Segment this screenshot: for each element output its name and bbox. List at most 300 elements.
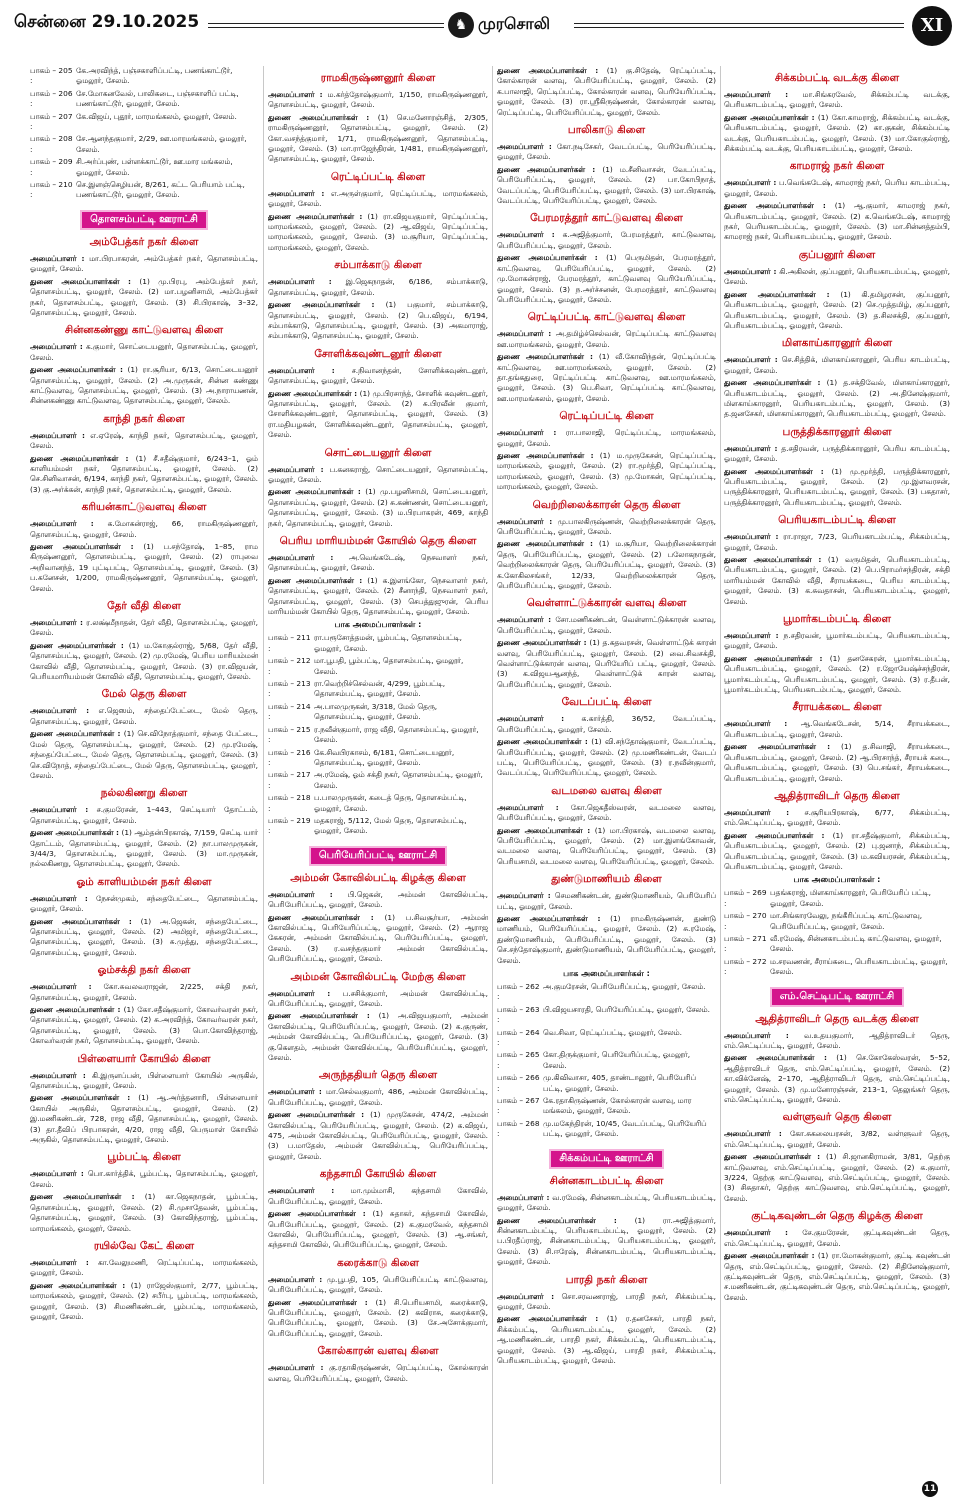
booth-entry — [268, 816, 488, 837]
organiser-label: அமைப்பாளர் : — [268, 1363, 324, 1373]
organiser-label: அமைப்பாளர் : — [268, 365, 335, 375]
deputy-names: (1) ப.சந்தோஷ், 1–85, ராம கிருஷ்ணனூர், தொளசம்பட்டி, ஓமலூர், சேலம். (2) ராபுவை அறிவானந்த், 19 புட்டிபட்டி, தொளசம்பட்டி, ஓமலூர், சேலம். (3) ப.கனேசன், 1/200, ராமகிருஷ்ணனூர், தொளசம்பட்டி, ஓமலூர், சேலம். — [30, 542, 258, 593]
organiser-name: அ.வெங்கடேஷ், நெசவாளர் நகர், தொளசம்பட்டி, ஓமலூர், சேலம். — [268, 553, 488, 573]
branch-section — [724, 790, 950, 872]
branch-title: சோளிக்கவுண்டனூர் கிளை — [314, 347, 442, 360]
deputy-label: துணை அமைப்பாளர்கள் : — [268, 1297, 368, 1307]
panchayat-banner — [497, 1146, 716, 1169]
branch-title: சின்னகாடம்பட்டி கிளை — [549, 1174, 664, 1187]
branch-section — [497, 410, 716, 492]
booth-entry — [497, 1073, 716, 1094]
deputy-label: துணை அமைப்பாளர்கள் : — [497, 450, 594, 460]
organiser-label: அமைப்பாளர் : — [268, 1087, 322, 1097]
deputy-label: துணை அமைப்பாளர்கள் : — [724, 830, 825, 840]
deputy-label: துணை அமைப்பாளர்கள் : — [30, 916, 132, 926]
organiser-entry — [268, 1275, 488, 1296]
branch-title: கரியன்காட்டுவளவு கிளை — [81, 501, 207, 514]
deputy-list — [724, 378, 950, 420]
organiser-entry — [268, 989, 488, 1010]
branch-section — [497, 311, 716, 404]
booth-entry — [30, 112, 258, 133]
organiser-label: அமைப்பாளர் : — [268, 90, 323, 99]
organiser-label: அமைப்பாளர் : — [724, 355, 778, 365]
branch-title: வள்ளுவர் தெரு கிளை — [782, 1111, 892, 1124]
branch-title: ரெட்டிப்பட்டி காட்டுவளவு கிளை — [527, 311, 686, 324]
organiser-entry — [497, 428, 716, 449]
organiser-name: கு.ரதாகிருஷ்ணன், ரெட்டிப்பட்டி, கோல்காரன் வளவு, பெரியேரிப்பட்டி, ஓமலூர், சேலம். — [268, 1363, 488, 1383]
booth-organiser: செ.இளஞ்செழியன், 8/261, கட்ட பெரியாம் பட்டி, பணங்காட்டூர், ஓமலூர், சேலம். — [76, 180, 245, 200]
booth-number: பாகம் – 269 : — [724, 888, 767, 908]
deputy-names: (1) சுதாகர், கந்தசாமி கோவில், பெரியேரிப்பட்டி, ஓமலூர், சேலம். (2) க.குமரவேல், கந்தசாமி கோவில், பெரியேரிப்பட்டி, ஓமலூர், சேலம். (3) ஆ.சங்கர், கந்தசாமி கோவில், பெரியேரிப்பட்டி, ஓமலூர், சேலம். — [268, 1209, 488, 1250]
deputy-names: (1) செ.மனோரஞ்சித், 2/305, ராமகிருஷ்ணனூர், தொளசம்பட்டி, ஓமலூர், சேலம். (2) கோ.வசந்த்குமார், 1/71, ராமகிருஷ்ணனூர், தொளசம்பட்டி, ஓமலூர், சேலம். (3) மா.ராஜேந்திரன், 1/481, ராமகிருஷ்ணனூர், தொளசம்பட்டி, ஓமலூர், சேலம். — [268, 112, 488, 164]
branch-section — [724, 1013, 950, 1106]
branch-section — [30, 787, 258, 869]
organiser-name: ஆ.வெங்கடேசன், 5/14, சீராயக்கடை, பெரியகாடம்பட்டி, ஓமலூர், சேலம். — [724, 719, 950, 739]
booth-organiser: அ.ரமேஷ், ஓம் சக்தி நகர், தொளசம்பட்டி, ஓமலூர், சேலம். — [314, 770, 483, 790]
booth-number: பாகம் – 219 : — [268, 815, 311, 836]
deputy-names: (1) ராமகிருஷ்ணன், துண்டு மாணியம், பெரியேரிப்பட்டி, ஓமலூர், சேலம். (2) சு.ரமேஷ், துண்டுமாணியம், பெரியேரிப்பட்டி, ஓமலூர், சேலம். (3) செ.சந்தோஷ்குமார், துண்டுமாணியம், பெரியேரிப்பட்டி, ஓமலூர், சேலம். — [497, 913, 716, 965]
organiser-entry — [268, 189, 488, 210]
booth-organiser: வெ.சிவா, ரெட்டிப்பட்டி, ஓமலூர், சேலம். — [543, 1027, 682, 1037]
deputy-names: (1) வி.சந்தோஷ்குமார், வேடப்பட்டி, பெரியேரிப்பட்டி, ஓமலூர், சேலம். (2) மு.மணிகண்டன், வேடப் பட்டி, பெரியேரிப்பட்டி, ஓமலூர், சேலம். (3) ர.நவீன்குமார், வேடப்பட்டி, பெரியேரிப்பட்டி, ஓமலூர், சேலம். — [497, 737, 716, 778]
branch-section — [724, 613, 950, 695]
branch-title: வேடப்பட்டி கிளை — [561, 696, 652, 709]
organiser-label: அமைப்பாளர் : — [724, 1228, 789, 1238]
organiser-entry — [268, 1186, 488, 1207]
booth-organiser: கே.சிவபிரகாசம், 6/181, சொட்டையனூர், தொளசம்பட்டி, ஓமலூர், சேலம். — [314, 747, 455, 767]
booth-organiser: மு.கிவிவாசா, 405, தாண்டானூர், பெரியேரிப் பட்டி, ஓமலூர், சேலம். — [543, 1073, 696, 1093]
panchayat-banner — [268, 843, 488, 866]
deputy-names: (1) கா.ஜெகநாதன், பூம்பட்டி, தொளசம்பட்டி, ஓமலூர், சேலம். (2) சி.முசாதேவன், பூம்பட்டி, தொளசம்பட்டி, ஓமலூர், சேலம். (3) கோவிந்தராஜ், பூம்பட்டி, மாரமங்கலம், ஓமலூர், சேலம். — [30, 1192, 258, 1233]
deputy-names: (1) ஆ.அர்த்தனாரி, பிள்ளையார் கோயில் அருகில், தொளசம்பட்டி, ஓமலூர், சேலம். (2) இ.மணிகண்டன், 728, ராஜ வீதி, தொளசம்பட்டி, ஓமலூர், சேலம். (3) தா.தீவிப் பிரபாகரன், 4/20, ராஜ வீதி, பெருமாள் கோயில் அருகில், தொளசம்பட்டி, ஓமலூர், சேலம். — [30, 1093, 258, 1145]
deputy-list — [268, 1110, 488, 1162]
deputy-list — [30, 365, 258, 407]
booth-organiser: மு.மகேந்திரன், 10/45, வேடப்பட்டி, பெரியேரிப் பட்டி, ஓமலூர், சேலம். — [543, 1118, 707, 1139]
booth-entry — [497, 1050, 716, 1071]
branch-title: காமராஜ் நகர் கிளை — [789, 160, 885, 173]
branch-section — [30, 1240, 258, 1322]
organiser-entry — [30, 254, 258, 275]
branch-title: கோல்காரன் வளவு கிளை — [317, 1345, 439, 1358]
organiser-name: கோ.சுகலையரசன், 3/82, வள்ளுவர் தெரு, எம்.செட்டிப்பட்டி, ஓமலூர், சேலம். — [724, 1129, 950, 1149]
organiser-entry — [268, 90, 488, 111]
deputy-label: துணை அமைப்பாளர்கள் : — [497, 253, 598, 263]
column-4 — [724, 66, 950, 1484]
deputy-label: துணை அமைப்பாளர்கள் : — [497, 164, 596, 174]
organiser-name: மா.மும்மாசி, கந்தசாமி கோவில், பெரியேரிப்பட்டி, ஓமலூர், சேலம். — [268, 1186, 488, 1206]
organiser-label: அமைப்பாளர் : — [268, 1274, 323, 1284]
masthead-rule-left — [208, 23, 444, 28]
booth-number: பாகம் – 206 : — [30, 88, 73, 109]
organiser-label: அமைப்பாளர் : — [268, 553, 334, 562]
branch-title: குட்டிகவுண்டன் தெரு கிழக்கு கிளை — [751, 1210, 923, 1223]
deputy-label: துணை அமைப்பாளர்கள் : — [30, 1280, 126, 1290]
booth-entry — [497, 1005, 716, 1026]
deputy-label: துணை அமைப்பாளர்கள் : — [268, 1011, 370, 1021]
column-divider — [720, 66, 721, 1484]
deputy-names: (1) முருகேசன், 474/2, அம்மன் கோவில்பட்டி, பெரியேரிப்பட்டி, ஓமலூர், சேலம். (2) க.விஜய், 475, அம்மன் கோவில்பட்டி, பெரியேரிப்பட்டி, ஓமலூர், சேலம். (3) ப.மாதேஸ், அம்மன் கோவில்பட்டி, பெரியேரிப்பட்டி, ஓமலூர், சேலம். — [268, 1110, 488, 1161]
branch-title: வெள்ளாட்டுக்காரன் வளவு கிளை — [526, 597, 687, 610]
booth-entry — [268, 702, 488, 723]
booth-organiser: அ.குமரேசன், பெரியேரிப்பட்டி, ஓமலூர், சேலம். — [543, 982, 706, 991]
booth-entry — [268, 748, 488, 769]
booth-entry — [268, 725, 488, 746]
booth-entry — [268, 770, 488, 791]
booth-organiser: கே.அரவிந்த், பஞ்சகாளிப்பட்டி, பணங்காட்டூர், ஓமலூர், சேலம். — [76, 66, 233, 86]
deputy-names: (1) மு.பழனிசாமி, சொட்டையனூர், தொளசம்பட்டி, ஓமலூர், சேலம். (2) சு.கண்ணன், சொட்டையனூர், தொளசம்பட்டி, ஓமலூர், சேலம். (3) ம.பிரபாகரன், 469, காந்தி நகர், தொளசம்பட்டி, ஓமலூர், சேலம். — [268, 487, 488, 528]
deputy-names: (1) ப.சிவசூர்யா, அம்மன் கோவில்பட்டி, பெரியேரிப்பட்டி, ஓமலூர், சேலம். (2) ஆராஜ கேசுரன், அம்மன் கோவில்பட்டி, பெரியேரிப்பட்டி, ஓமலூர், சேலம். (3) ர.வசந்தகுமார் அம்மன் கோவில்பட்டி, பெரியேரிப்பட்டி, ஓமலூர், சேலம். — [268, 912, 488, 964]
deputy-label: துணை அமைப்பாளர்கள் : — [724, 201, 826, 211]
deputy-label: துணை அமைப்பாளர்கள் : — [497, 638, 587, 648]
deputy-label: துணை அமைப்பாளர்கள் : — [30, 1093, 131, 1103]
branch-section — [724, 72, 950, 154]
organiser-label: அமைப்பாளர் : — [30, 519, 94, 529]
branch-section — [497, 499, 716, 592]
deputy-label: துணை அமைப்பாளர்கள் : — [268, 211, 363, 221]
booth-number: பாகம் – 218 : — [268, 793, 311, 813]
organiser-entry — [497, 714, 716, 735]
organiser-entry — [724, 1228, 950, 1249]
organiser-name: க.கார்த்தி, 36/52, வேடப்பட்டி, பெரியேரிப்பட்டி, ஓமலூர், சேலம். — [497, 714, 716, 734]
organiser-name: எ.அருள்குமார், ரெட்டிப்பட்டி, மாரமங்கலம், ஓமலூர், சேலம். — [268, 188, 488, 209]
organiser-entry — [30, 519, 258, 540]
organiser-label: அமைப்பாளர் : — [30, 1257, 89, 1267]
organiser-name: செ.சித்திக், மிளகாய்காரனூர், பெரிய காடம்பட்டி, ஓமலூர், சேலம். — [724, 355, 950, 375]
deputy-names: (1) அ.விஜயகுமார், அம்மன் கோவில்பட்டி, பெரியேரிப்பட்டி, ஓமலூர், சேலம். (2) க.குருண், அம்மன் கோவில்பட்டி, பெரியேரிப்பட்டி, ஓமலூர், சேலம். (3) கு.கௌதம், அம்மன் கோவில்பட்டி, பெரியேரிப்பட்டி, ஓமலூர், சேலம். — [268, 1011, 488, 1063]
organiser-entry — [30, 1169, 258, 1190]
deputy-names: (1) ர.தனசேகர், பாரதி நகர், சிக்கம்பட்டி, பெரியகாடம்பட்டி, ஓமலூர், சேலம். (2) ஆ.மணிகண்டன், பாரதி நகர், சிக்கம்பட்டி, பெரியகாடம்பட்டி, ஓமலூர், சேலம். (3) ஆ.விஜய், பாரதி நகர், சிக்கம்பட்டி, பெரியகாடம்பட்டி, ஓமலூர், சேலம். — [497, 1314, 716, 1365]
deputy-names: (1) க.இளங்கோ, நெசவாளர் நகர், தொளசம்பட்டி, ஓமலூர், சேலம். (2) சீனாந்தி, நெசவாளர் நகர், தொளசம்பட்டி, ஓமலூர், சேலம். (3) செபத்துஜுரன், பெரிய மாரியம்மன் கோயில் தெரு, தொளசம்பட்டி, ஓமலூர், சேலம். — [268, 575, 488, 617]
deputy-names: (1) கோ.காமராஜ், சிக்கம்பட்டி வடக்கு, பெரியகாடம்பட்டி, ஓமலூர், சேலம். (2) கா.குகன், சிக்கம்பட்டி வடக்கு, பெரியகாடம்பட்டி, ஓமலூர், சேலம். (3) மா.கோகுல்ராஜ், சிக்கம்பட்டி வடக்கு, பெரியகாடம்பட்டி, ஓமலூர், சேலம். — [724, 112, 950, 154]
organiser-name: க.அஜித்குமார், பேரமரத்தூர், காட்டுவளவு, பெரியேரிப்பட்டி, ஓமலூர், சேலம். — [497, 230, 716, 250]
branch-section — [724, 249, 950, 331]
booth-organiser: மா.பூபதி, பூம்பட்டி, தொளசம்பட்டி, ஓமலூர், சேலம். — [314, 656, 464, 676]
organiser-entry — [724, 808, 950, 829]
branch-title: வடமலை வளவு கிளை — [551, 784, 662, 797]
deputy-list — [30, 917, 258, 959]
organiser-name: சோ.மணிகண்டன், வெள்ளாட்டுக்காரன் வளவு, பெரியேரிப்பட்டி, ஓமலூர், சேலம். — [497, 615, 716, 635]
organiser-entry — [724, 444, 950, 465]
deputy-names: (1) ராஜேஸ்குமார், 2/77, பூம்பட்டி, மாரமங்கலம், ஓமலூர், சேலம். (2) சபீர்பு, பூம்பட்டி, மாரமங்கலம், ஓமலூர், சேலம். (3) சிமணிகண்டன், பூம்பட்டி, மாரமங்கலம், ஓமலூர், சேலம். — [30, 1280, 258, 1321]
organiser-name: மா.செல்வகுமார், 486, அம்மன் கோவில்பட்டி, பெரியேரிப்பட்டி, ஓமலூர், சேலம். — [268, 1087, 488, 1107]
booth-organiser: ரா.வெற்றிச்செல்வன், 4/299, பூம்பட்டி, தொளசம்பட்டி, ஓமலூர், சேலம். — [314, 679, 446, 699]
booth-organiser: சி.அர்ப்புண், பள்ளக்காட்டூர், ஊ.மார மங்கலம், ஓமலூர், சேலம். — [76, 157, 233, 177]
organiser-name: கா.வேலுமணி, ரெட்டிப்பட்டி, மாரமங்கலம், ஓமலூர், சேலம். — [30, 1257, 258, 1278]
branch-section — [268, 259, 488, 341]
deputy-label: துணை அமைப்பாளர்கள் : — [268, 300, 375, 310]
deputy-label: துணை அமைப்பாளர்கள் : — [268, 1110, 365, 1120]
panchayat-title: பெரியேரிப்பட்டி ஊராட்சி — [309, 846, 447, 866]
branch-section — [30, 1053, 258, 1146]
deputy-names: (1) த.கதவரசன், வெள்ளாட்டுக் காரன் வளவு, பெரியேரிப்பட்டி, ஓமலூர், சேலம். (2) வை.சிவசக்தி, வெள்ளாட்டுக்காரன் வளவு, பெரியேரிப் பட்டி, ஓமலூர், சேலம். (3) க.விஜயஆனந்த், வெள்ளாட்டுக் காரன் வளவு, பெரியேரிப்பட்டி, ஓமலூர், சேலம். — [497, 638, 716, 689]
booth-organiser: கே.விஜய், புதூர், மாரமங்கலம், ஓமலூர், சேலம். — [76, 111, 237, 121]
deputy-names: (1) ம.சூரியா, வெற்றிலைக்காரன் தெரு, பெரியேரிப்பட்டி, ஓமலூர், சேலம். (2) பலோகநாதன், வெற்றிலைக்காரன் தெரு, பெரியேரிப்பட்டி, ஓமலூர், சேலம். (3) க.கோகிலசங்கர், 12/33, வெற்றிலைக்காரன் தெரு, பெரியேரிப்பட்டி, ஓமலூர், சேலம். — [497, 539, 716, 591]
deputy-names: (1) ரா.அஜித்குமார், சின்னகாடம்பட்டி, பெரியகாடம்பட்டி, ஓமலூர், சேலம். (2) ப.பிரதீப்ராஜ், சின்னகாடம்பட்டி, பெரியகாடம்பட்டி, ஓமலூர், சேலம். (3) சி.ஈரேஷ், சின்னகாடம்பட்டி, பெரியகாடம்பட்டி, ஓமலூர், சேலம். — [497, 1215, 716, 1267]
booth-number: பாகம் – 271 : — [724, 933, 767, 954]
organiser-name: செமணிகண்டன், துண்டுமாணியம், பெரியேரிப் பட்டி, ஓமலூர், சேலம். — [497, 891, 716, 911]
deputy-names: (1) த.சிவாஜி, சீராயக்கடை, பெரியகாடம்பட்டி, ஓமலூர், சேலம். (2) ஆ.பிரசாந்த், சீராயக் கடை, பெரியகாடம்பட்டி, ஓமலூர், சேலம். (3) பெ.சங்கர், சீராயக்கடை, பெரியகாடம்பட்டி, ஓமலூர், சேலம். — [724, 742, 950, 783]
deputy-label: துணை அமைப்பாளர்கள் : — [268, 112, 370, 122]
organiser-name: சொ.சரவணராஜ், பாரதி நகர், சிக்கம்பட்டி, ஓமலூர், சேலம். — [497, 1291, 716, 1311]
organiser-name: ந.சதிரவன், பூமார்கடம்பட்டி, பெரியகாடம்பட்டி, ஓமலூர், சேலம். — [724, 631, 950, 651]
deputy-list — [724, 555, 950, 607]
deputy-list — [497, 66, 716, 118]
booth-number: பாகம் – 211 : — [268, 633, 311, 653]
organiser-label: அமைப்பாளர் : — [497, 230, 555, 240]
booth-entry — [268, 793, 488, 814]
branch-section — [268, 971, 488, 1064]
organiser-label: அமைப்பாளர் : — [497, 615, 552, 625]
organiser-label: அமைப்பாளர் : — [497, 802, 559, 812]
branch-section — [497, 1274, 716, 1367]
deputy-list — [30, 277, 258, 319]
deputy-label: துணை அமைப்பாளர்கள் : — [30, 453, 129, 463]
organiser-entry — [724, 719, 950, 740]
booth-subheading: பாக அமைப்பாளர்கள் : — [793, 875, 881, 885]
deputy-list — [497, 1216, 716, 1268]
deputy-list — [30, 454, 258, 496]
organiser-label: அமைப்பாளர் : — [497, 714, 565, 724]
organiser-entry — [30, 706, 258, 727]
booth-organiser: சே.மோகனவேல், பாலிகடை, பஞ்சகாளிப் பட்டி, பணங்காட்டூர், ஓமலூர், சேலம். — [76, 88, 239, 109]
booth-number: பாகம் – 216 : — [268, 747, 311, 767]
booth-number: பாகம் – 266 : — [497, 1073, 540, 1093]
branch-section — [268, 447, 488, 529]
deputy-list — [268, 1209, 488, 1251]
deputy-names: (1) ஆம்தன்பிரகாஷ், 7/159, செட்டி யார் தோட்டம், தொளசம்பட்டி, ஓமலூர், சேலம். (2) நா.பாலமுருகன், 3/44/3, தொளசம்பட்டி, ஓமலூர், சேலம். (3) மா.முருகன், நல்லகிணறு, தொளசம்பட்டி, ஓமலூர், சேலம். — [30, 828, 258, 869]
organiser-entry — [497, 517, 716, 538]
branch-title: அம்மன் கோவில்பட்டி மேற்கு கிளை — [290, 970, 466, 983]
deputy-names: (1) ரா.விஜயகுமார், ரெட்டிப்பட்டி, மாரமங்கலம், ஓமலூர், சேலம். (2) ஆ.விஜய், ரெட்டிப்பட்டி, மாரமங்கலம், ஓமலூர், சேலம். (3) ம.சூரியா, ரெட்டிப்பட்டி, மாரமங்கலம், ஓமலூர், சேலம். — [268, 211, 488, 252]
branch-section — [30, 324, 258, 406]
deputy-list — [30, 729, 258, 781]
organiser-label: அமைப்பாளர் : — [30, 706, 90, 716]
organiser-name: மு.பாலகிருஷ்ணன், வெற்றிலைக்காரன் தெரு, பெரியேரிப்பட்டி, ஓமலூர், சேலம். — [497, 516, 716, 536]
branch-section — [30, 600, 258, 682]
deputy-list — [724, 742, 950, 784]
deputy-list — [268, 1298, 488, 1340]
branch-title: ஓம் காளியம்மன் நகர் கிளை — [76, 875, 212, 888]
organiser-label: அமைப்பாளர் : — [30, 342, 83, 352]
deputy-label: துணை அமைப்பாளர்கள் : — [724, 466, 824, 476]
organiser-entry — [268, 553, 488, 574]
deputy-list — [268, 300, 488, 342]
booth-number: பாகம் – 263 : — [497, 1004, 540, 1025]
deputy-list — [497, 539, 716, 591]
booth-organiser: பி.விஜயசாரதி, பெரியேரிப்பட்டி, ஓமலூர், சேலம். — [543, 1004, 710, 1014]
deputy-names: (1) சி.ஜானகிராமன், 3/81, தெற்கு காட்டுவளவு, எம்.செட்டிப்பட்டி, ஓமலூர், சேலம். (2) க.குமார், 3/224, தெற்கு காட்டுவளவு, எம்.செட்டிப்பட்டி, ஓமலூர், சேலம். (3) சிசுதாகர், தெற்கு காட்டுவளவு, எம்.செட்டிப்பட்டி, ஓமலூர், சேலம். — [724, 1152, 950, 1203]
booth-entry — [724, 934, 950, 955]
organiser-label: அமைப்பாளர் : — [30, 805, 89, 815]
branch-title: பேரமரத்தூர் காட்டுவளவு கிளை — [530, 212, 683, 225]
organiser-name: ப.சசிக்குமார், அம்மன் கோவில்பட்டி, பெரியேரிப்பட்டி, ஓமலூர், சேலம். — [268, 988, 488, 1008]
deputy-list — [30, 641, 258, 683]
branch-section — [268, 1257, 488, 1339]
branch-section — [30, 1151, 258, 1233]
organiser-entry — [724, 1031, 950, 1052]
deputy-list — [30, 1005, 258, 1047]
branch-section — [497, 696, 716, 778]
deputy-label: துணை அமைப்பாளர்கள் : — [497, 825, 591, 835]
deputy-label: துணை அமைப்பாளர்கள் : — [497, 1314, 599, 1324]
branch-title: நல்லகிணறு கிளை — [100, 787, 188, 800]
deputy-list — [268, 1011, 488, 1063]
branch-title: பூமார்கடம்பட்டி கிளை — [782, 613, 892, 626]
organiser-label: அமைப்பாளர் : — [497, 1192, 550, 1202]
deputy-list — [724, 1053, 950, 1105]
deputy-names: (1) கி.தமிழரசன், குப்பனூர், பெரியகாடம்பட்டி, ஓமலூர், சேலம். (2) செ.முத்தமிழ், குப்பனூர், பெரியகாடம்பட்டி, ஓமலூர், சேலம். (3) த.சிலசக்தி, குப்பனூர், பெரியகாடம்பட்டி, ஓமலூர், சேலம். — [724, 289, 950, 330]
deputy-list — [268, 576, 488, 618]
deputy-list — [724, 831, 950, 873]
organiser-label: அமைப்பாளர் : — [497, 891, 551, 901]
deputy-label: துணை அமைப்பாளர்கள் : — [497, 913, 601, 923]
booth-number: பாகம் – 265 : — [497, 1050, 540, 1070]
booth-organiser: சே.ஆனந்தகுமார், 2/29, ஊ.மாரமங்கலம், ஓமலூர், சேலம். — [76, 134, 247, 154]
branch-title: பெரிய மாரியம்மன் கோயில் தெரு கிளை — [279, 535, 477, 547]
deputy-list — [30, 1093, 258, 1145]
booth-organiser: அ.பாலமுருகன், 3/318, மேல் தெரு, தொளசம்பட்டி, ஓமலூர், சேலம். — [314, 701, 438, 722]
branch-section — [30, 964, 258, 1046]
booth-entry — [30, 134, 258, 155]
booth-number: பாகம் – 264 : — [497, 1027, 540, 1048]
booth-number: பாகம் – 272 : — [724, 956, 767, 977]
organiser-entry — [268, 890, 488, 911]
deputy-label: துணை அமைப்பாளர்கள் : — [497, 1215, 617, 1225]
deputy-label: துணை அமைப்பாளர்கள் : — [30, 542, 134, 551]
branch-section — [268, 535, 488, 617]
organiser-label: அமைப்பாளர் : — [268, 464, 324, 474]
deputy-label: துணை அமைப்பாளர்கள் : — [30, 828, 120, 838]
deputy-names: (1) பகுமார், சம்பாக்காடு, தொளசம்பட்டி, ஓமலூர், சேலம். (2) பெ.விஜய், 6/194, சம்பாக்காடு, தொளசம்பட்டி, ஓமலூர், சேலம். (3) அகமாராஜ், சம்பாக்காடு, தொளசம்பட்டி, ஓமலூர், சேலம். — [268, 300, 488, 341]
deputy-list — [724, 290, 950, 332]
deputy-names: (1) ரா.மோகன்குமார், குட்டி கவுண்டன் தெரு, எம்.செட்டிப்பட்டி, ஓமலூர், சேலம். (2) சிதினேஷ்குமார், குட்டிகவுண்டன் தெரு, எம்.செட்டிப்பட்டி, ஓமலூர், சேலம். (3) ச.மணிகண்டன், குட்டிகவுண்டன் தெரு, எம்.செட்டிப்பட்டி, ஓமலூர், சேலம். — [724, 1251, 950, 1302]
booth-organiser: கே.ரதாகிருஷ்ணன், கோல்காரன் வளவு, மார மங்கலம், ஓமலூர், சேலம். — [543, 1096, 692, 1116]
column-divider — [492, 66, 493, 1484]
organiser-entry — [497, 615, 716, 636]
organiser-entry — [30, 342, 258, 363]
column-3 — [497, 66, 716, 1484]
booth-subheading: பாக அமைப்பாளர்கள் : — [563, 969, 650, 978]
organiser-name: ம.கர்த்தோஷ்குமார், 1/150, ராமகிருஷ்ணனூர், தொளசம்பட்டி, ஓமலூர், சேலம். — [268, 90, 488, 110]
branch-section — [724, 160, 950, 242]
organiser-label: அமைப்பாளர் : — [497, 516, 553, 526]
branch-title: அம்பேத்கர் நகர் கிளை — [89, 235, 199, 248]
branch-title: ஓம்சக்தி நகர் கிளை — [97, 964, 191, 977]
booth-organiser: ர.நவீன்குமார், ராஜ வீதி, தொளசம்பட்டி, ஓமலூர், சேலம். — [314, 724, 479, 745]
organiser-entry — [497, 230, 716, 251]
branch-title: வெற்றிலைக்காரன் தெரு கிளை — [532, 498, 681, 511]
branch-section — [724, 1111, 950, 1204]
branch-title: ரெட்டிப்பட்டி கிளை — [330, 170, 426, 183]
organiser-name: க.மோகன்ராஜ், 66, ராமகிருஷ்ணனூர், தொளசம்பட்டி, ஓமலூர், சேலம். — [30, 519, 258, 539]
deputy-label: துணை அமைப்பாளர்கள் : — [724, 112, 815, 122]
organiser-name: மு.பூபதி, 105, பெரியேரிப்பட்டி காட்டுவளவு, பெரியேரிப்பட்டி, ஓமலூர், சேலம். — [268, 1274, 488, 1295]
organiser-name: எ.ஏரேஷ், காந்தி நகர், தொளசம்பட்டி, ஓமலூர், சேலம். — [30, 430, 258, 451]
masthead — [12, 6, 960, 46]
deputy-list — [724, 113, 950, 155]
organiser-name: க.குமார், சொட்டையனூர், தொளசம்பட்டி, ஓமலூர், சேலம். — [30, 342, 258, 362]
organiser-label: அமைப்பாளர் : — [268, 1186, 335, 1196]
branch-title: தேர் வீதி கிளை — [107, 600, 181, 613]
organiser-entry — [724, 1129, 950, 1150]
branch-section — [724, 426, 950, 508]
organiser-entry — [268, 465, 488, 486]
booth-entry — [497, 1028, 716, 1049]
booth-organiser: ரா.பரூசோத்தமன், பூம்பட்டி, தொளசம்பட்டி, ஓமலூர், சேலம். — [314, 633, 463, 653]
organiser-name: கோ.சுவலவராஜன், 2/225, சக்தி நகர், தொளசம்பட்டி, ஓமலூர், சேலம். — [30, 982, 258, 1002]
deputy-names: (1) ரா.சூரியா, 6/13, சொட்டையனூர் தொளசம்பட்டி, ஓமலூர், சேலம். (2) அ.முருகன், சின்ன கண்ணு காட்டுவளவு, தொளசம்பட்டி, ஓமலூர், சேலம். (3) அ.நாராயணன், சின்னகண்ணு காட்டுவளவு, தொளசம்பட்டி, ஓமலூர், சேலம். — [30, 365, 258, 406]
organiser-name: ச.நிவானந்தன், சோளிக்கவுண்டனூர், தொளசம்பட்டி, ஓமலூர், சேலம். — [268, 365, 488, 386]
panchayat-title: தொளசம்பட்டி ஊராட்சி — [80, 210, 208, 230]
branch-section — [497, 785, 716, 867]
organiser-entry — [30, 894, 258, 915]
branch-title: பாலிகாடு கிளை — [567, 124, 646, 137]
organiser-label: அமைப்பாளர் : — [724, 1129, 782, 1139]
branch-section — [497, 873, 716, 966]
organiser-entry — [497, 1193, 716, 1214]
branch-title: அம்மன் கோவில்பட்டி கிழக்கு கிளை — [290, 871, 466, 884]
deputy-names: (1) அ.ஜெகன், சந்தைபேட்டை, தொளசம்பட்டி, ஓமலூர், சேலம். (2) அமிஜர், சந்தைபேட்டை, தொளசம்பட்டி, ஓமலூர், சேலம். (3) சு.முத்து, சந்தைபேட்டை, தொளசம்பட்டி, ஓமலூர், சேலம். — [30, 916, 258, 957]
branch-title: காந்தி நகர் கிளை — [103, 412, 185, 425]
deputy-names: (1) வீ.கோவிந்தன், ரெட்டிப்பட்டி காட்டுவளவு, ஊ.மாரமங்கலம், ஓமலூர், சேலம். (2) தா.தங்கதுரை, ரெட்டிப்பட்டி காட்டுவளவு, ஊ.மாரமங்கலம், ஓமலூர், சேலம். (3) பெ.சிவா, ரெட்டிப்பட்டி காட்டுவளவு, ஊ.மாரமங்கலம், ஓமலூர், சேலம். — [497, 352, 716, 403]
organiser-label: அமைப்பாளர் : — [30, 1070, 86, 1080]
deputy-list — [497, 352, 716, 404]
booth-entry — [268, 656, 488, 677]
branch-section — [30, 688, 258, 781]
organiser-name: கி.அகிலன், குப்பனூர், பெரியகாடம்பட்டி, ஓமலூர், சேலம். — [724, 266, 950, 287]
deputy-names: (1) மா.பிரகாஷ், வடமலை வளவு, பெரியேரிப்பட்டி, ஓமலூர், சேலம். (2) மா.இளங்கோவன், வடமலை வளவு, பெரியேரிப்பட்டி, ஓமலூர், சேலம். (3) பெரியசாமி, வடமலை வளவு, பெரியேரிப்பட்டி, ஓமலூர், சேலம். — [497, 825, 716, 866]
organiser-name: வ.உதயகுமார், ஆதித்ராவிடர் தெரு, எம்.செட்டிப்பட்டி, ஓமலூர், சேலம். — [724, 1030, 950, 1050]
deputy-names: (1) சீ.சதீஷ்குமார், 6/243–1, ஓம் காளியம்மன் நகர், தொளசம்பட்டி, ஓமலூர், சேலம். (2) செ.சினிவாசன், 6/194, காந்தி நகர், தொளசம்பட்டி, ஓமலூர், சேலம். (3) கு.அர்க்கன், காந்தி நகர், தொளசம்பட்டி, ஓமலூர், சேலம். — [30, 453, 258, 494]
organiser-entry — [497, 803, 716, 824]
branch-section — [724, 514, 950, 607]
booth-number: பாகம் – 209 : — [30, 157, 73, 177]
branch-title: குப்பனூர் கிளை — [798, 248, 876, 261]
page-number-roman: XI — [912, 6, 952, 46]
booth-number: பாகம் – 207 : — [30, 111, 73, 132]
branch-section — [268, 72, 488, 165]
branch-title: பிள்ளையார் கோயில் கிளை — [77, 1052, 211, 1065]
deputy-label: துணை அமைப்பாளர்கள் : — [268, 487, 361, 497]
branch-title: கரைக்காடு கிளை — [336, 1256, 420, 1269]
deputy-names: (1) ஆ.குமார், காமராஜ் நகர், பெரியகாடம்பட்டி, ஓமலூர், சேலம். (2) க.வெங்கடேஷ், காமராஜ் நகர், பெரியகாடம்பட்டி, ஓமலூர், சேலம். (3) மா.சின்னத்தம்பி, காமராஜ் நகர், பெரியகாடம்பட்டி, ஓமலூர், சேலம். — [724, 201, 950, 242]
deputy-label: துணை அமைப்பாளர்கள் : — [497, 737, 588, 747]
deputy-list — [724, 654, 950, 696]
deputy-list — [30, 1281, 258, 1323]
booth-entry — [30, 157, 258, 178]
organiser-label: அமைப்பாளர் : — [724, 443, 778, 453]
booth-entry — [30, 66, 258, 87]
organiser-entry — [268, 366, 488, 387]
branch-section — [497, 212, 716, 305]
branch-title: ரெட்டிப்பட்டி கிளை — [559, 410, 654, 423]
organiser-entry — [724, 267, 950, 288]
organiser-entry — [30, 431, 258, 452]
branch-title: பெரியகாடம்பட்டி கிளை — [778, 514, 896, 527]
branch-title: சீராயக்கடை கிளை — [792, 701, 882, 714]
branch-section — [724, 337, 950, 419]
branch-section — [268, 348, 488, 441]
deputy-list — [724, 201, 950, 243]
booth-number: பாகம் – 215 : — [268, 724, 311, 745]
organiser-label: அமைப்பாளர் : — [497, 1291, 555, 1301]
branch-section — [268, 1069, 488, 1162]
deputy-label: துணை அமைப்பாளர்கள் : — [268, 912, 374, 922]
deputy-names: (1) ம.சீனிவாசன், வேடப்பட்டி, பெரியேரிப்பட்டி, ஓமலூர், சேலம். (2) பா.கோபிநாத், வேடப்பட்டி, பெரியேரிப்பட்டி, ஓமலூர், சேலம். (3) மா.பிரகாஷ், வேடப்பட்டி, பெரியேரிப்பட்டி, ஓமலூர், சேலம். — [497, 164, 716, 206]
deputy-names: (1) ம.கோகுல்ராஜ், 5/68, தேர் வீதி, தொளசம்பட்டி, ஓமலூர், சேலம். (2) மு.ரமேஷ், பெரிய மாரியம்மன் கோவில் வீதி, தொளசம்பட்டி, ஓமலூர், சேலம். (3) ரா.விஜயன், பெரியமாரியம்மன் கோவில் வீதி, தொளசம்பட்டி, ஓமலூர், சேலம். — [30, 640, 258, 682]
deputy-list — [30, 1192, 258, 1234]
deputy-label: துணை அமைப்பாளர்கள் : — [497, 66, 599, 75]
